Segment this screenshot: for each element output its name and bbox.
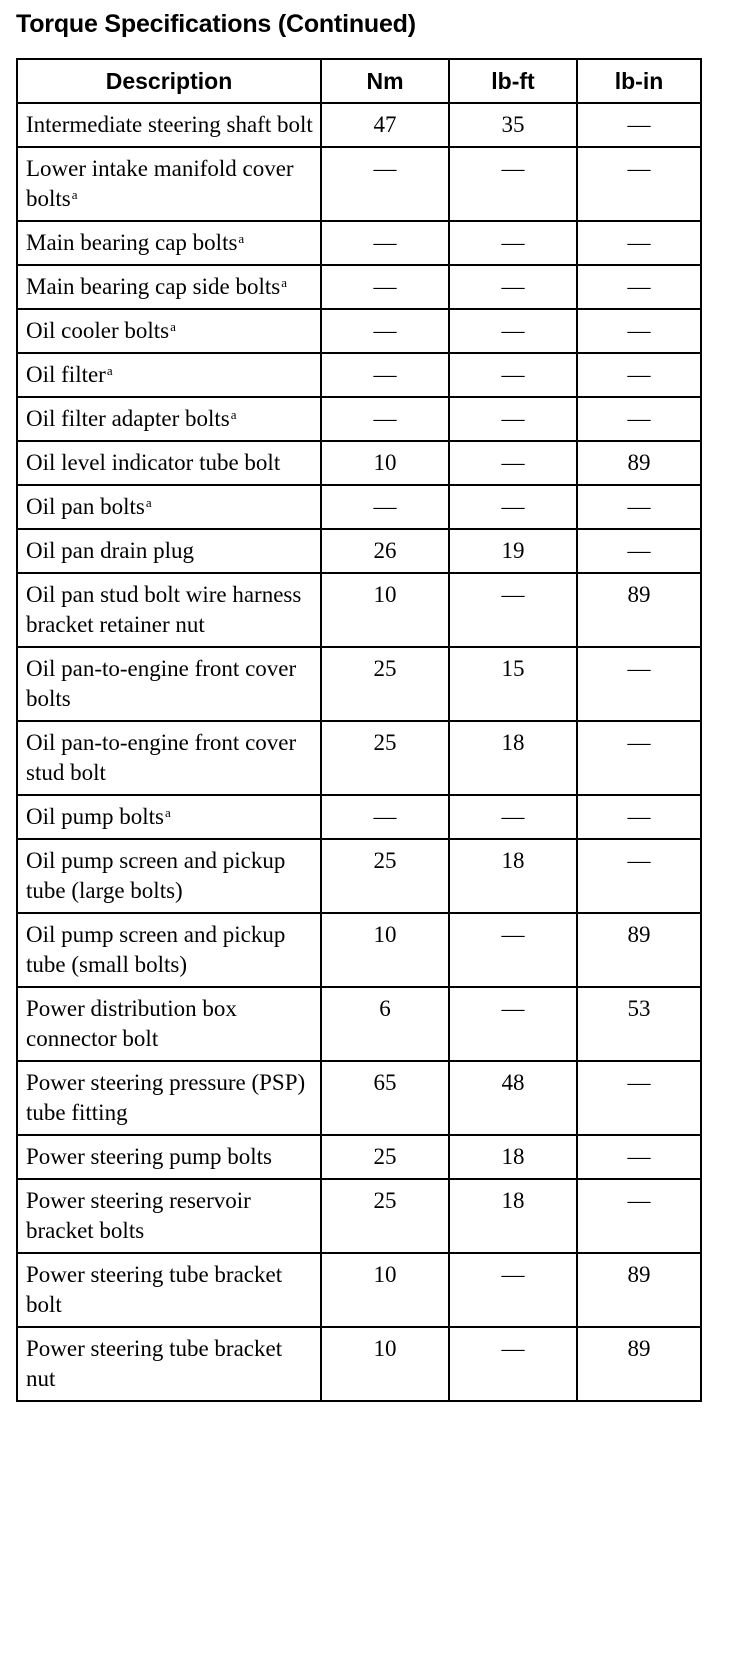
cell-nm-text: — — [373, 804, 397, 829]
cell-lb-ft — [449, 353, 577, 397]
cell-lb-in-text: 89 — [627, 1262, 651, 1287]
cell-lb-in — [577, 103, 701, 147]
cell-description — [17, 1179, 321, 1253]
cell-description-text: Power distribution box connector bolt — [26, 996, 237, 1051]
cell-lb-ft — [449, 1061, 577, 1135]
cell-lb-ft — [449, 441, 577, 485]
cell-nm-text: 10 — [373, 922, 397, 947]
cell-nm — [321, 221, 449, 265]
cell-nm — [321, 987, 449, 1061]
cell-lb-in-text: 89 — [627, 450, 651, 475]
cell-nm — [321, 647, 449, 721]
cell-lb-in-text: — — [627, 656, 651, 681]
cell-description — [17, 839, 321, 913]
cell-lb-ft — [449, 795, 577, 839]
cell-lb-in-text: — — [627, 804, 651, 829]
cell-description-text: Power steering tube bracket nut — [26, 1336, 283, 1391]
cell-lb-ft — [449, 1179, 577, 1253]
cell-lb-ft — [449, 721, 577, 795]
footnote-marker: a — [145, 495, 152, 510]
table-row — [17, 721, 701, 795]
table-row — [17, 1179, 701, 1253]
cell-nm-text: — — [373, 230, 397, 255]
cell-lb-in-text: — — [627, 156, 651, 181]
cell-nm — [321, 839, 449, 913]
footnote-marker: a — [281, 275, 287, 290]
table-row — [17, 529, 701, 573]
cell-nm-text: — — [373, 274, 397, 299]
table-row — [17, 147, 701, 221]
cell-description-text: Oil pump screen and pickup tube (small bolts) — [26, 922, 286, 977]
cell-description — [17, 485, 321, 529]
cell-lb-ft — [449, 1253, 577, 1327]
cell-nm-text: 10 — [373, 582, 397, 607]
cell-nm-text: 25 — [373, 848, 397, 873]
cell-lb-in — [577, 647, 701, 721]
cell-lb-in-text: — — [627, 362, 651, 387]
cell-nm — [321, 441, 449, 485]
cell-description — [17, 647, 321, 721]
cell-description — [17, 397, 321, 441]
cell-nm-text: 65 — [373, 1070, 397, 1095]
cell-lb-in — [577, 147, 701, 221]
cell-lb-in-text: — — [627, 112, 651, 137]
cell-description — [17, 441, 321, 485]
table-row — [17, 1061, 701, 1135]
cell-nm-text: — — [373, 362, 397, 387]
cell-description — [17, 573, 321, 647]
cell-description — [17, 103, 321, 147]
cell-nm — [321, 1135, 449, 1179]
cell-description — [17, 987, 321, 1061]
cell-lb-in-text: 89 — [627, 922, 651, 947]
cell-lb-in-text: 53 — [627, 996, 651, 1021]
cell-nm-text: 25 — [373, 1144, 397, 1169]
table-row — [17, 795, 701, 839]
cell-nm-text: 25 — [373, 1188, 397, 1213]
cell-lb-ft — [449, 839, 577, 913]
cell-lb-ft-text: — — [501, 582, 525, 607]
cell-nm-text: — — [373, 494, 397, 519]
cell-lb-ft-text: — — [501, 450, 525, 475]
cell-description-text: Main bearing cap side bolts — [26, 274, 281, 299]
cell-lb-ft — [449, 913, 577, 987]
cell-description-text: Power steering tube bracket bolt — [26, 1262, 283, 1317]
cell-lb-in — [577, 721, 701, 795]
cell-lb-in — [577, 353, 701, 397]
cell-nm — [321, 1253, 449, 1327]
cell-lb-ft — [449, 397, 577, 441]
cell-nm — [321, 529, 449, 573]
cell-lb-in-text: — — [627, 406, 651, 431]
footnote-marker: a — [238, 231, 245, 246]
table-row — [17, 987, 701, 1061]
table-row — [17, 265, 701, 309]
cell-lb-ft-text: 15 — [501, 656, 525, 681]
cell-nm — [321, 913, 449, 987]
cell-description-text: Oil pump screen and pickup tube (large bolts) — [26, 848, 286, 903]
cell-nm — [321, 1327, 449, 1401]
cell-description-text: Power steering pump bolts — [26, 1144, 272, 1169]
cell-lb-ft-text: — — [501, 406, 525, 431]
table-header-row — [17, 59, 701, 103]
cell-lb-in-text: — — [627, 538, 651, 563]
cell-description-text: Power steering pressure (PSP) tube fitting — [26, 1070, 306, 1125]
cell-lb-ft — [449, 147, 577, 221]
cell-nm-text: 10 — [373, 1262, 397, 1287]
cell-description-text: Oil filter adapter bolts — [26, 406, 230, 431]
cell-nm-text: 10 — [373, 1336, 397, 1361]
cell-lb-in — [577, 795, 701, 839]
table-row — [17, 221, 701, 265]
cell-description — [17, 913, 321, 987]
cell-lb-in-text: — — [627, 1144, 651, 1169]
cell-lb-ft — [449, 485, 577, 529]
cell-nm — [321, 573, 449, 647]
cell-lb-in — [577, 221, 701, 265]
cell-description — [17, 265, 321, 309]
cell-lb-ft — [449, 647, 577, 721]
table-row — [17, 309, 701, 353]
cell-lb-in — [577, 573, 701, 647]
cell-lb-in — [577, 1327, 701, 1401]
cell-lb-in — [577, 441, 701, 485]
cell-description-text: Main bearing cap bolts — [26, 230, 238, 255]
cell-description-text: Oil pan drain plug — [26, 538, 194, 563]
cell-lb-in-text: — — [627, 1070, 651, 1095]
cell-lb-ft — [449, 309, 577, 353]
cell-nm-text: 47 — [373, 112, 397, 137]
cell-lb-in — [577, 309, 701, 353]
cell-lb-ft-text: — — [501, 494, 525, 519]
footnote-marker: a — [165, 805, 171, 820]
cell-lb-in — [577, 1135, 701, 1179]
cell-description-text: Oil pan bolts — [26, 494, 145, 519]
table-row — [17, 353, 701, 397]
cell-nm-text: — — [373, 156, 397, 181]
cell-nm-text: 25 — [373, 730, 397, 755]
header-nm: Nm — [321, 59, 449, 103]
header-lb-ft: lb-ft — [449, 59, 577, 103]
cell-lb-in — [577, 1179, 701, 1253]
cell-nm-text: 10 — [373, 450, 397, 475]
cell-description — [17, 529, 321, 573]
footnote-marker: a — [230, 407, 237, 422]
cell-lb-ft-text: — — [501, 274, 525, 299]
cell-lb-ft — [449, 103, 577, 147]
cell-lb-ft-text: 35 — [501, 112, 525, 137]
table-row — [17, 397, 701, 441]
cell-nm-text: 6 — [379, 996, 391, 1021]
cell-lb-in — [577, 265, 701, 309]
cell-lb-ft — [449, 573, 577, 647]
cell-description — [17, 147, 321, 221]
table-row — [17, 441, 701, 485]
table-row — [17, 485, 701, 529]
cell-lb-ft-text: — — [501, 1262, 525, 1287]
table-row — [17, 103, 701, 147]
cell-nm — [321, 353, 449, 397]
cell-nm — [321, 265, 449, 309]
footnote-marker: a — [71, 187, 78, 202]
cell-lb-ft-text: — — [501, 922, 525, 947]
cell-lb-ft-text: 18 — [501, 848, 525, 873]
header-description: Description — [17, 59, 321, 103]
cell-lb-in — [577, 529, 701, 573]
cell-description-text: Oil level indicator tube bolt — [26, 450, 281, 475]
cell-description — [17, 721, 321, 795]
cell-lb-ft — [449, 265, 577, 309]
cell-lb-ft-text: — — [501, 1336, 525, 1361]
torque-spec-table — [16, 58, 702, 1402]
cell-description — [17, 353, 321, 397]
cell-lb-ft-text: — — [501, 156, 525, 181]
header-lb-in: lb-in — [577, 59, 701, 103]
table-row — [17, 1327, 701, 1401]
table-row — [17, 1253, 701, 1327]
table-body — [17, 103, 701, 1401]
cell-description-text: Oil filter — [26, 362, 106, 387]
cell-lb-ft-text: — — [501, 362, 525, 387]
cell-nm-text: — — [373, 318, 397, 343]
footnote-marker: a — [106, 363, 113, 378]
cell-description — [17, 221, 321, 265]
page-title: Torque Specifications (Continued) — [16, 10, 416, 38]
cell-description-text: Oil pump bolts — [26, 804, 165, 829]
footnote-marker: a — [170, 319, 176, 334]
cell-description-text: Oil pan-to-engine front cover bolts — [26, 656, 297, 711]
cell-nm-text: — — [373, 406, 397, 431]
cell-nm — [321, 309, 449, 353]
cell-lb-ft — [449, 221, 577, 265]
cell-lb-ft — [449, 529, 577, 573]
cell-description — [17, 795, 321, 839]
cell-lb-in-text: — — [627, 848, 651, 873]
cell-description-text: Oil pan stud bolt wire harness bracket retainer nut — [26, 582, 302, 637]
cell-nm — [321, 147, 449, 221]
cell-lb-in-text: 89 — [627, 582, 651, 607]
cell-lb-in-text: — — [627, 730, 651, 755]
cell-description-text: Power steering reservoir bracket bolts — [26, 1188, 251, 1243]
cell-lb-in-text: — — [627, 274, 651, 299]
cell-lb-ft-text: — — [501, 804, 525, 829]
cell-description — [17, 1253, 321, 1327]
cell-description-text: Lower intake manifold cover bolts — [26, 156, 294, 211]
cell-nm-text: 25 — [373, 656, 397, 681]
cell-lb-in — [577, 987, 701, 1061]
cell-nm — [321, 721, 449, 795]
cell-lb-ft — [449, 1327, 577, 1401]
table-row — [17, 647, 701, 721]
cell-nm — [321, 1061, 449, 1135]
cell-lb-ft-text: — — [501, 318, 525, 343]
cell-lb-ft — [449, 987, 577, 1061]
cell-nm-text: 26 — [373, 538, 397, 563]
cell-lb-in-text: — — [627, 318, 651, 343]
cell-lb-in-text: — — [627, 230, 651, 255]
cell-lb-ft-text: 18 — [501, 1144, 525, 1169]
cell-lb-in — [577, 485, 701, 529]
cell-description — [17, 309, 321, 353]
table-row — [17, 1135, 701, 1179]
cell-description-text: Oil cooler bolts — [26, 318, 170, 343]
cell-description-text: Intermediate steering shaft bolt — [26, 112, 313, 137]
table-row — [17, 913, 701, 987]
cell-description — [17, 1327, 321, 1401]
table-row — [17, 573, 701, 647]
cell-lb-in — [577, 1061, 701, 1135]
cell-nm — [321, 397, 449, 441]
cell-lb-ft-text: 19 — [501, 538, 525, 563]
cell-lb-in-text: — — [627, 494, 651, 519]
table-row — [17, 839, 701, 913]
cell-lb-in-text: — — [627, 1188, 651, 1213]
cell-lb-ft — [449, 1135, 577, 1179]
cell-nm — [321, 485, 449, 529]
cell-lb-ft-text: — — [501, 996, 525, 1021]
cell-description — [17, 1135, 321, 1179]
cell-nm — [321, 795, 449, 839]
cell-lb-in — [577, 839, 701, 913]
cell-nm — [321, 1179, 449, 1253]
cell-description — [17, 1061, 321, 1135]
cell-lb-ft-text: 48 — [501, 1070, 525, 1095]
cell-lb-ft-text: 18 — [501, 730, 525, 755]
cell-lb-in — [577, 397, 701, 441]
cell-lb-in — [577, 913, 701, 987]
cell-nm — [321, 103, 449, 147]
cell-lb-ft-text: 18 — [501, 1188, 525, 1213]
cell-description-text: Oil pan-to-engine front cover stud bolt — [26, 730, 297, 785]
cell-lb-in — [577, 1253, 701, 1327]
cell-lb-in-text: 89 — [627, 1336, 651, 1361]
cell-lb-ft-text: — — [501, 230, 525, 255]
